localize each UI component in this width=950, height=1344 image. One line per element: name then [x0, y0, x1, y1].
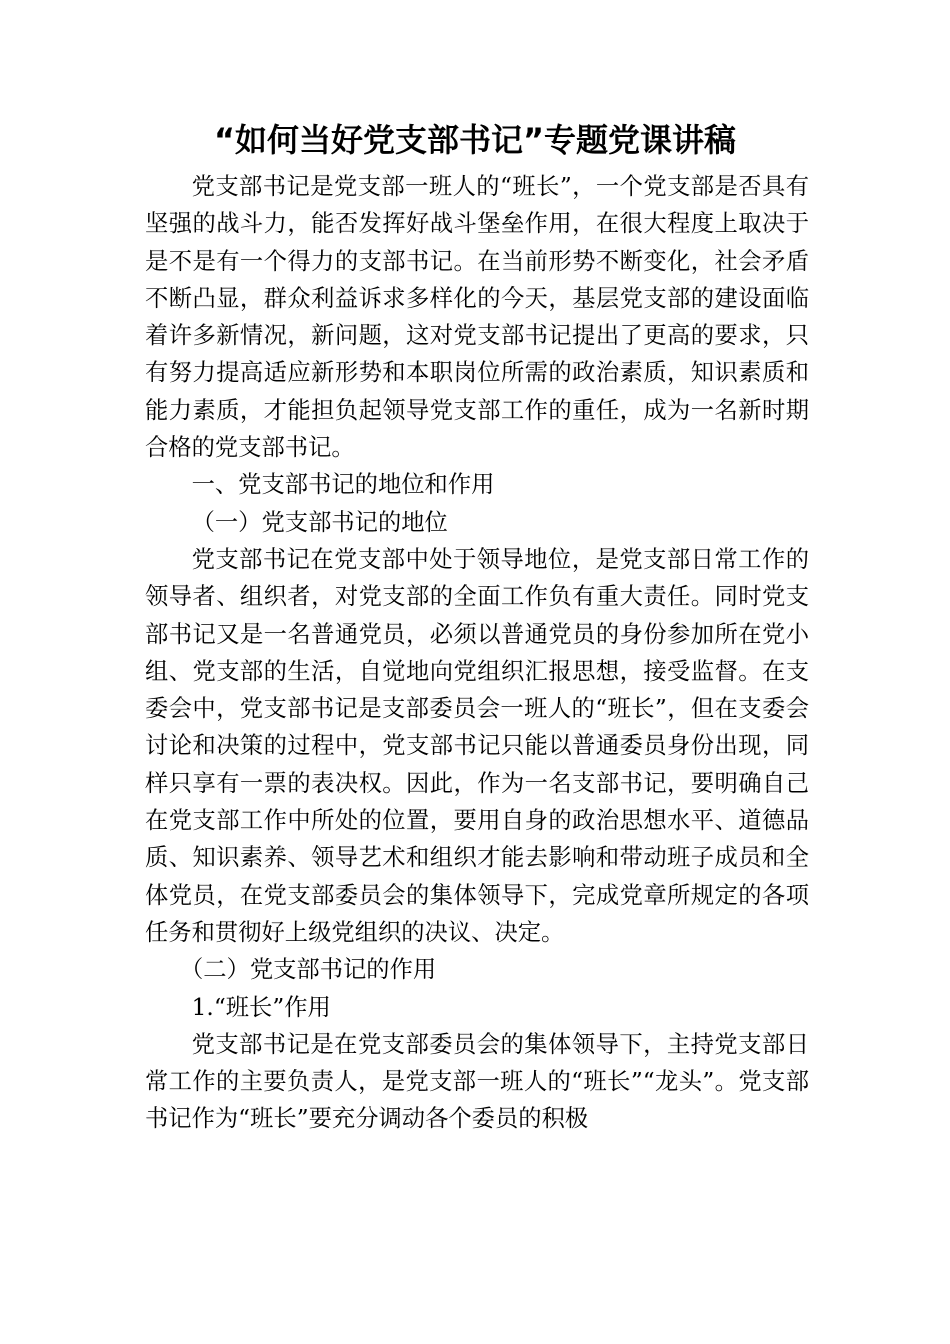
- subsection-heading-1: （一）党支部书记的地位: [191, 508, 448, 536]
- paragraph-intro: 党支部书记是党支部一班人的“班长”，一个党支部是否具有坚强的战斗力，能否发挥好战斗堡垒作用，在很大程度上取决于是不是有一个得力的支部书记。在当前形势不断变化，社会矛盾不断凸显，群众利益诉求多样化的今天，基层党支部的建设面临着许多新情况，新问题，这对党支部书记提出了更高的要求，只有努力提高适应新形势和本职岗位所需的政治素质，知识素质和能力素质，才能担负起领导党支部工作的重任，成为一名新时期合格的党支部书记。: [145, 173, 809, 462]
- subsection-heading-2: （二）党支部书记的作用: [179, 956, 437, 984]
- item-heading-1: 1.“班长”作用: [191, 993, 331, 1021]
- document-body: [145, 168, 809, 1138]
- paragraph-role: 党支部书记是在党支部委员会的集体领导下，主持党支部日常工作的主要负责人，是党支部一班人的“班长”“龙头”。党支部书记作为“班长”要充分调动各个委员的积极: [145, 1030, 809, 1133]
- paragraph-status: 党支部书记在党支部中处于领导地位，是党支部日常工作的领导者、组织者，对党支部的全面工作负有重大责任。同时党支部书记又是一名普通党员，必须以普通党员的身份参加所在党小组、党支部的生活，自觉地向党组织汇报思想，接受监督。在支委会中，党支部书记是支部委员会一班人的“班长”，但在支委会讨论和决策的过程中，党支部书记只能以普通委员身份出现，同样只享有一票的表决权。因此，作为一名支部书记，要明确自己在党支部工作中所处的位置，要用自身的政治思想水平、道德品质、知识素养、领导艺术和组织才能去影响和带动班子成员和全体党员，在党支部委员会的集体领导下，完成党章所规定的各项任务和贯彻好上级党组织的决议、决定。: [145, 545, 809, 946]
- document-title: “如何当好党支部书记”专题党课讲稿: [213, 121, 737, 159]
- section-heading-1: 一、党支部书记的地位和作用: [191, 471, 495, 499]
